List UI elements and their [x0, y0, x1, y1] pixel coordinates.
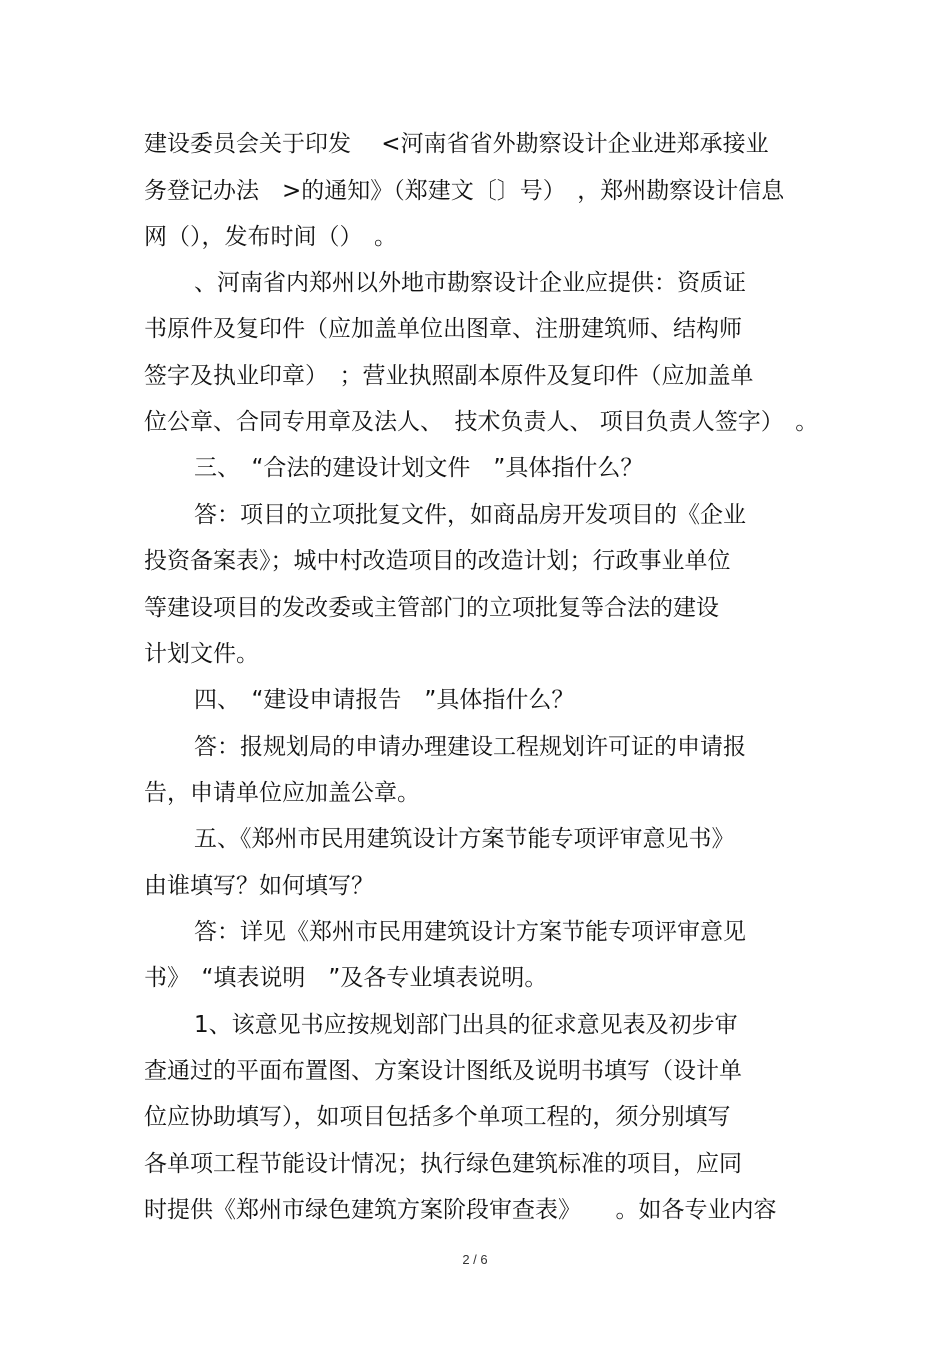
- text-line-4: 、河南省内郑州以外地市勘察设计企业应提供：资质证: [194, 270, 746, 296]
- text-line-6: 签字及执业印章） ；营业执照副本原件及复印件（应加盖单: [144, 363, 754, 389]
- answer-3-line-4: 计划文件。: [144, 641, 259, 667]
- text-line-1: 建设委员会关于印发 <河南省省外勘察设计企业进郑承接业: [144, 131, 769, 157]
- answer-4-line-2: 告，申请单位应加盖公章。: [144, 780, 420, 806]
- item-1-line-4: 各单项工程节能设计情况；执行绿色建筑标准的项目，应同: [144, 1151, 742, 1177]
- question-5-line-1: 五、《郑州市民用建筑设计方案节能专项评审意见书》: [194, 826, 735, 852]
- answer-3-line-3: 等建设项目的发改委或主管部门的立项批复等合法的建设: [144, 595, 719, 621]
- text-line-2: 务登记办法 >的通知》（郑建文〔〕号） ，郑州勘察设计信息: [144, 178, 785, 204]
- question-4: 四、 “建设申请报告 ”具体指什么？: [194, 687, 575, 713]
- text-line-3: 网（），发布时间（） 。: [144, 224, 397, 250]
- item-1-line-5: 时提供《郑州市绿色建筑方案阶段审查表》 。如各专业内容: [144, 1197, 777, 1223]
- answer-4-line-1: 答：报规划局的申请办理建设工程规划许可证的申请报: [194, 734, 746, 760]
- answer-5-line-1: 答：详见《郑州市民用建筑设计方案节能专项评审意见: [194, 919, 746, 945]
- item-1-line-2: 查通过的平面布置图、方案设计图纸及说明书填写（设计单: [144, 1058, 742, 1084]
- answer-3-line-1: 答：项目的立项批复文件，如商品房开发项目的《企业: [194, 502, 746, 528]
- text-line-5: 书原件及复印件（应加盖单位出图章、注册建筑师、结构师: [144, 316, 742, 342]
- answer-5-line-2: 书》 “填表说明 ”及各专业填表说明。: [144, 965, 548, 991]
- item-1-line-1: 1、该意见书应按规划部门出具的征求意见表及初步审: [194, 1012, 738, 1038]
- answer-3-line-2: 投资备案表》；城中村改造项目的改造计划；行政事业单位: [144, 548, 731, 574]
- text-line-7: 位公章、合同专用章及法人、 技术负责人、 项目负责人签字） 。: [144, 409, 819, 435]
- question-5-line-2: 由谁填写？如何填写？: [144, 873, 374, 899]
- page-number: 2 / 6: [462, 1252, 488, 1267]
- item-1-line-3: 位应协助填写），如项目包括多个单项工程的，须分别填写: [144, 1104, 731, 1130]
- question-3: 三、 “合法的建设计划文件 ”具体指什么？: [194, 455, 644, 481]
